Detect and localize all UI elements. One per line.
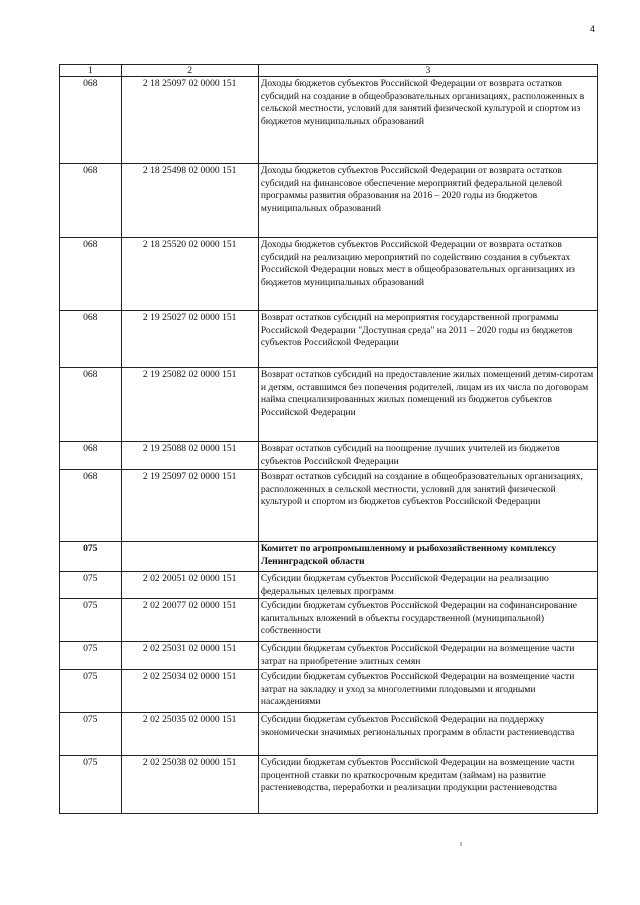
budget-classification-table xyxy=(59,64,598,814)
description-cell: Субсидии бюджетам субъектов Российской Федерации на софинансирование капитальных вложений в объекты государственной (муниципальной) собственности xyxy=(258,599,597,642)
admin-code-cell: 068 xyxy=(60,470,122,542)
table-row xyxy=(60,77,598,164)
description-cell: Возврат остатков субсидий на создание в общеобразовательных организациях, расположенных в сельской местности, условий для занятий физической культурой и спортом из бюджетов субъектов Российской Федерации xyxy=(258,470,597,542)
admin-code-cell: 075 xyxy=(60,642,122,670)
budget-code-cell: 2 19 25097 02 0000 151 xyxy=(121,470,258,542)
admin-code-cell: 068 xyxy=(60,442,122,470)
description-cell: Возврат остатков субсидий на предоставление жилых помещений детям-сиротам и детям, оставшимся без попечения родителей, лицам из их числа по договорам найма специализированных жилых помещений из бюджетов субъектов Российской Федерации xyxy=(258,368,597,442)
description-cell: Субсидии бюджетам субъектов Российской Федерации на возмещение части затрат на закладку и уход за многолетними плодовыми и ягодными насаждениями xyxy=(258,670,597,713)
budget-code-cell: 2 19 25027 02 0000 151 xyxy=(121,311,258,368)
table-row xyxy=(60,368,598,442)
page-number: 4 xyxy=(590,24,596,34)
scan-speck xyxy=(460,842,462,846)
admin-code-cell: 068 xyxy=(60,368,122,442)
table-row xyxy=(60,713,598,756)
budget-code-cell: 2 02 25034 02 0000 151 xyxy=(121,670,258,713)
description-cell: Доходы бюджетов субъектов Российской Федерации от возврата остатков субсидий на создание в общеобразовательных организациях, расположенных в сельской местности, условий для занятий физической культурой и спортом из бюджетов муниципальных образований xyxy=(258,77,597,164)
budget-code-cell: 2 02 20077 02 0000 151 xyxy=(121,599,258,642)
table-row xyxy=(60,442,598,470)
admin-code-cell: 068 xyxy=(60,311,122,368)
budget-code-cell: 2 02 25031 02 0000 151 xyxy=(121,642,258,670)
admin-code-cell: 068 xyxy=(60,77,122,164)
budget-code-cell: 2 18 25498 02 0000 151 xyxy=(121,164,258,238)
table-row xyxy=(60,470,598,542)
description-cell: Субсидии бюджетам субъектов Российской Федерации на поддержку экономически значимых региональных программ в области растениеводства xyxy=(258,713,597,756)
admin-code-cell: 068 xyxy=(60,238,122,311)
budget-code-cell xyxy=(121,542,258,572)
table-row xyxy=(60,599,598,642)
table-row xyxy=(60,311,598,368)
budget-code-cell: 2 02 25038 02 0000 151 xyxy=(121,756,258,814)
description-cell: Доходы бюджетов субъектов Российской Федерации от возврата остатков субсидий на финансовое обеспечение мероприятий федеральной целевой программы развития образования на 2016 – 2020 годы из бюджетов муниципальных образований xyxy=(258,164,597,238)
description-cell: Субсидии бюджетам субъектов Российской Федерации на реализацию федеральных целевых программ xyxy=(258,572,597,599)
description-cell: Субсидии бюджетам субъектов Российской Федерации на возмещение части затрат на приобретение элитных семян xyxy=(258,642,597,670)
admin-code-cell: 075 xyxy=(60,599,122,642)
description-cell: Возврат остатков субсидий на поощрение лучших учителей из бюджетов субъектов Российской Федерации xyxy=(258,442,597,470)
description-cell: Субсидии бюджетам субъектов Российской Федерации на возмещение части процентной ставки по краткосрочным кредитам (займам) на развитие растениеводства, переработки и реализации продукции растениеводства xyxy=(258,756,597,814)
column-header-1: 1 xyxy=(60,65,122,77)
table-row xyxy=(60,642,598,670)
description-cell: Возврат остатков субсидий на мероприятия государственной программы Российской Федерации "Доступная среда" на 2011 – 2020 годы из бюджетов субъектов Российской Федерации xyxy=(258,311,597,368)
budget-code-cell: 2 19 25082 02 0000 151 xyxy=(121,368,258,442)
column-header-2: 2 xyxy=(121,65,258,77)
table-row xyxy=(60,670,598,713)
table-row xyxy=(60,572,598,599)
budget-code-cell: 2 02 20051 02 0000 151 xyxy=(121,572,258,599)
table-body xyxy=(60,65,598,814)
description-cell: Доходы бюджетов субъектов Российской Федерации от возврата остатков субсидий на реализацию мероприятий по содействию создания в субъектах Российской Федерации новых мест в общеобразовательных организациях из бюджетов муниципальных образований xyxy=(258,238,597,311)
admin-code-cell: 075 xyxy=(60,756,122,814)
admin-code-cell: 068 xyxy=(60,164,122,238)
table-row xyxy=(60,542,598,572)
budget-code-cell: 2 19 25088 02 0000 151 xyxy=(121,442,258,470)
admin-code-cell: 075 xyxy=(60,542,122,572)
admin-code-cell: 075 xyxy=(60,670,122,713)
column-header-3: 3 xyxy=(258,65,597,77)
description-cell: Комитет по агропромышленному и рыбохозяйственному комплексу Ленинградской области xyxy=(258,542,597,572)
table-row xyxy=(60,238,598,311)
admin-code-cell: 075 xyxy=(60,572,122,599)
table-header-row xyxy=(60,65,598,77)
table-row xyxy=(60,164,598,238)
table-row xyxy=(60,756,598,814)
admin-code-cell: 075 xyxy=(60,713,122,756)
budget-code-cell: 2 18 25097 02 0000 151 xyxy=(121,77,258,164)
budget-code-cell: 2 18 25520 02 0000 151 xyxy=(121,238,258,311)
budget-code-cell: 2 02 25035 02 0000 151 xyxy=(121,713,258,756)
